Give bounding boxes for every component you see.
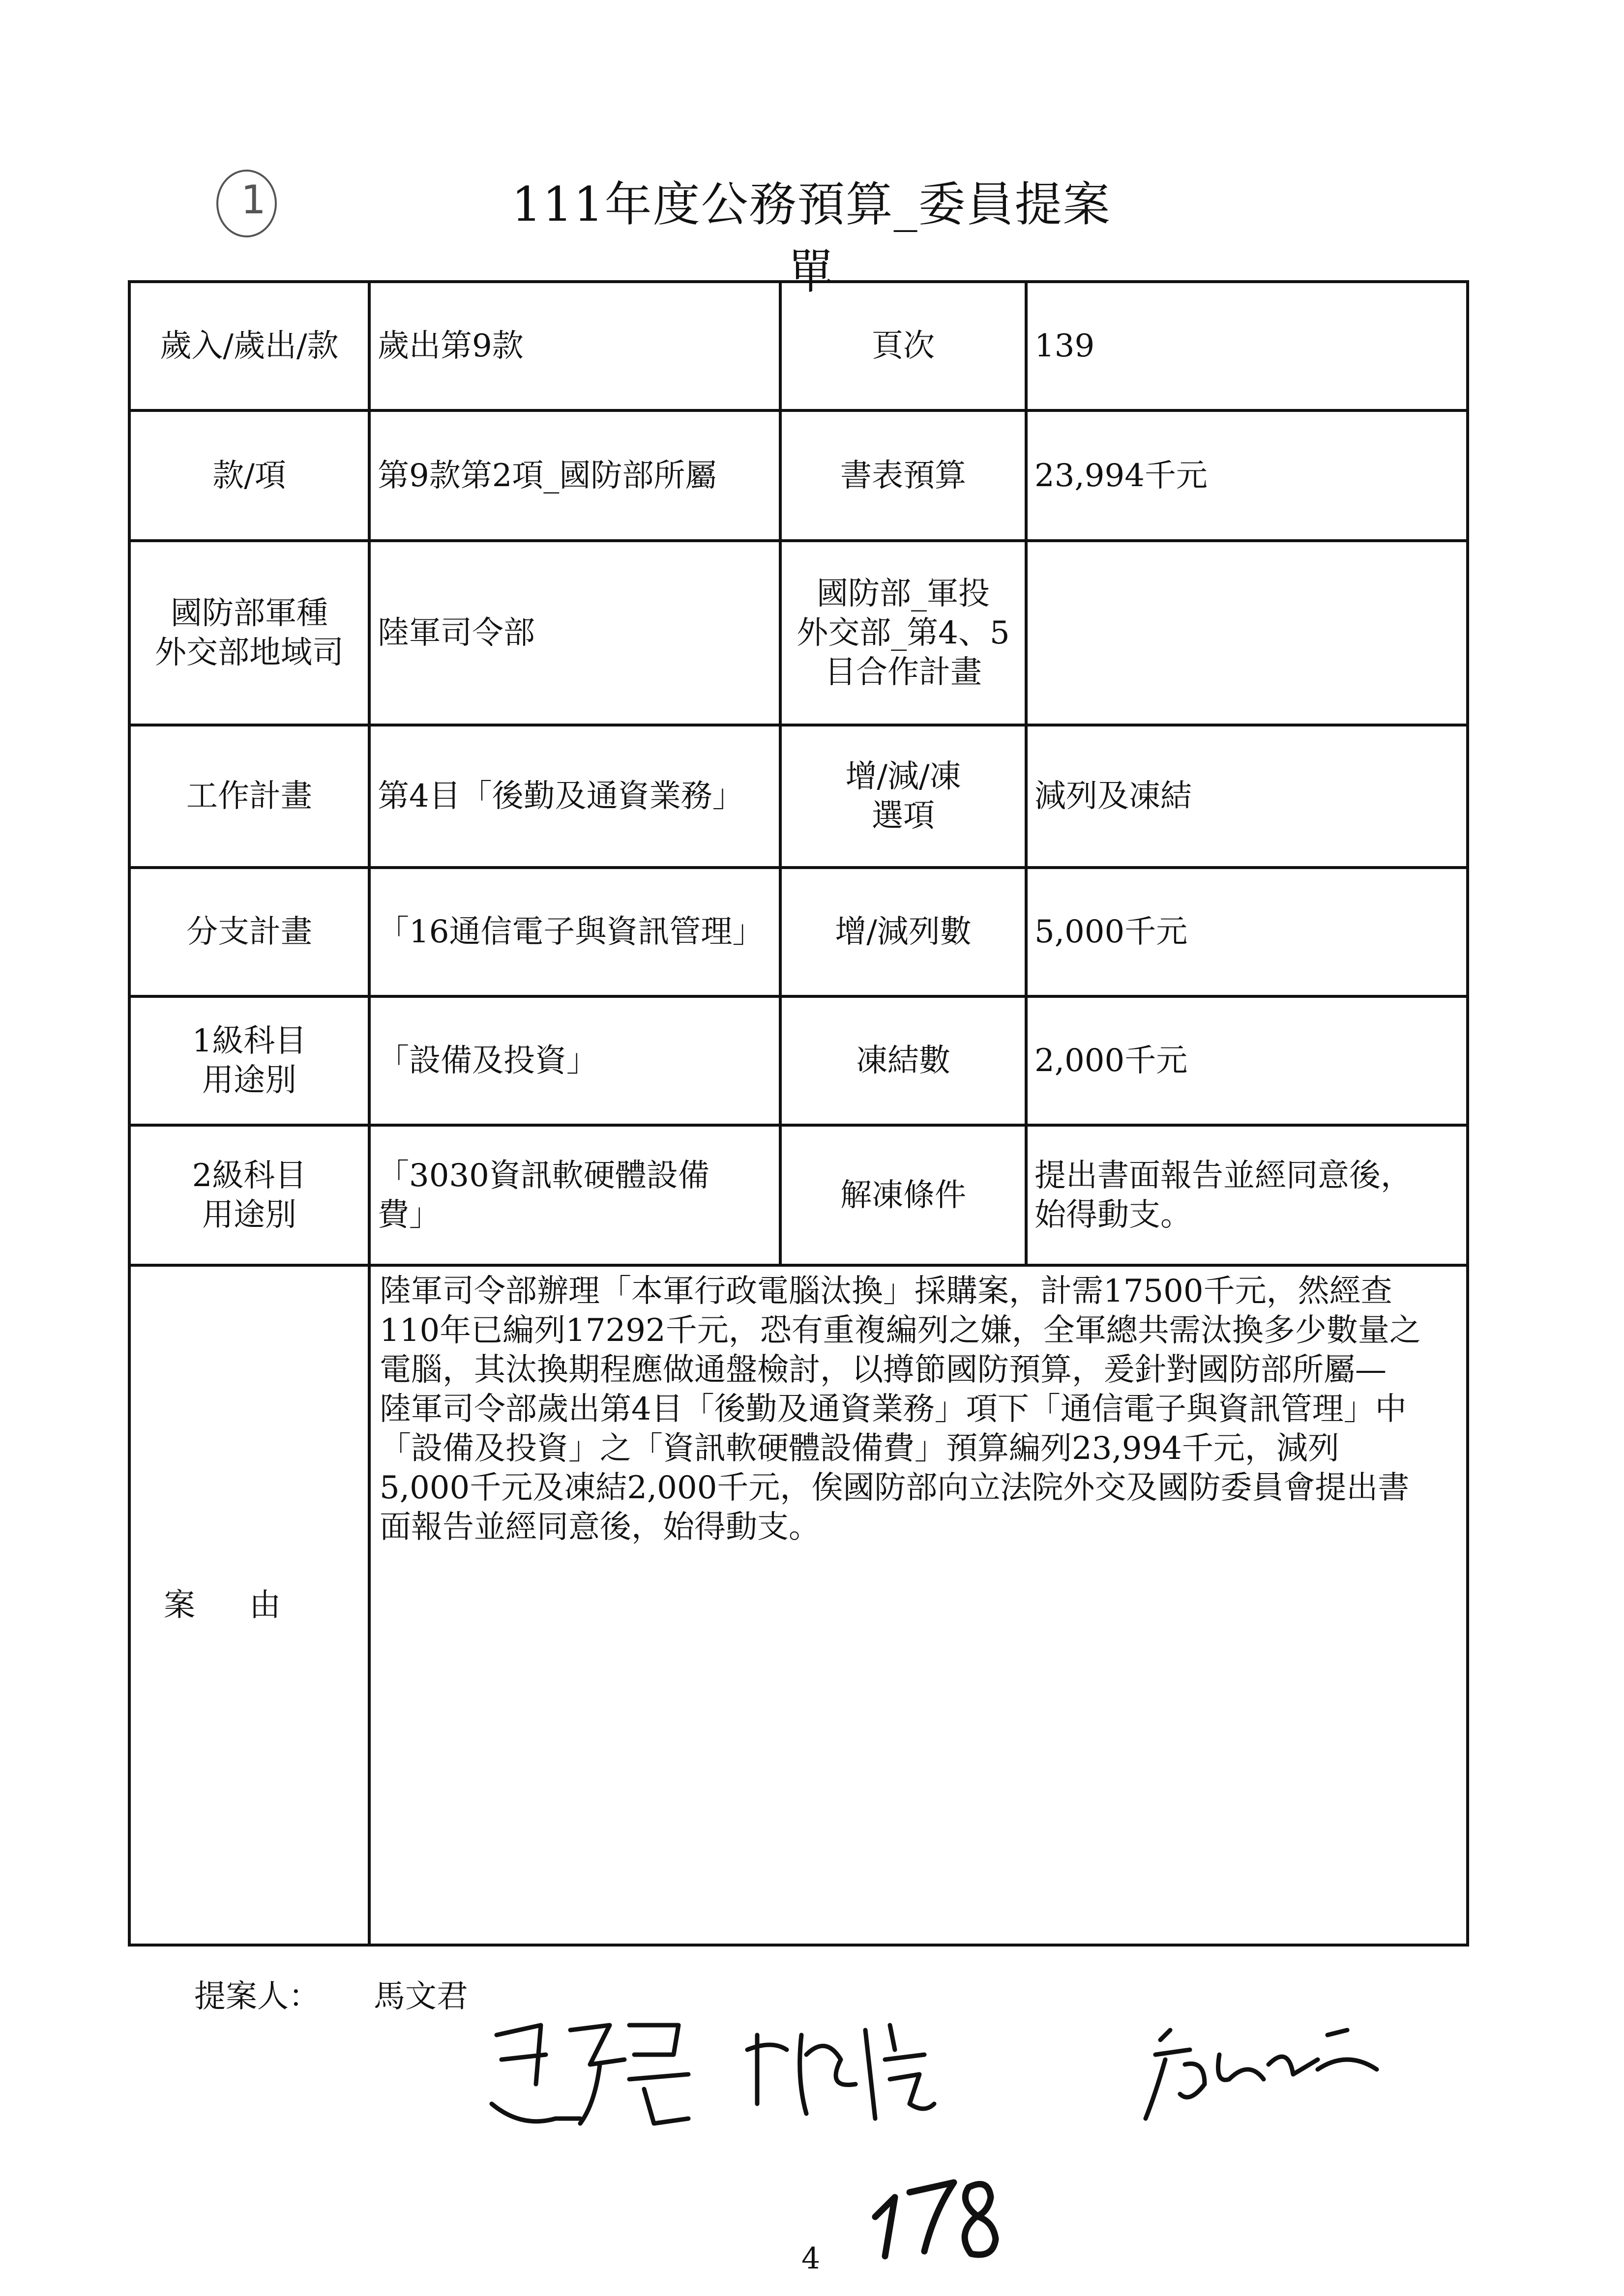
form-row <box>129 541 1468 725</box>
field-value: 「16通信電子與資訊管理」 <box>369 868 780 996</box>
field-value: 2,000千元 <box>1026 996 1468 1125</box>
circled-mark-number: 1 <box>241 177 266 223</box>
reason-label: 案由 <box>129 1265 369 1945</box>
field-label: 分支計畫 <box>129 868 369 996</box>
field-value: 提出書面報告並經同意後， 始得動支。 <box>1026 1125 1468 1265</box>
reason-line: 5,000千元及凍結2,000千元，俟國防部向立法院外交及國防委員會提出書 <box>380 1470 1410 1506</box>
signature-2 <box>747 2025 934 2119</box>
form-row <box>129 868 1468 996</box>
field-label: 國防部_軍投 外交部_第4、5 目合作計畫 <box>780 541 1026 725</box>
field-value: 歲出第9款 <box>369 282 780 410</box>
field-label: 1級科目 用途別 <box>129 996 369 1125</box>
field-label: 凍結數 <box>780 996 1026 1125</box>
field-label: 工作計畫 <box>129 725 369 868</box>
field-label: 國防部軍種 外交部地域司 <box>129 541 369 725</box>
field-value: 第4目「後勤及通資業務」 <box>369 725 780 868</box>
handwritten-signatures <box>482 2005 1416 2143</box>
signature-1 <box>492 2025 688 2123</box>
field-value: 陸軍司令部 <box>369 541 780 725</box>
field-value: 139 <box>1026 282 1468 410</box>
field-label: 增/減/凍 選項 <box>780 725 1026 868</box>
field-value: 「設備及投資」 <box>369 996 780 1125</box>
reason-line: 面報告並經同意後，始得動支。 <box>380 1509 820 1545</box>
field-label: 2級科目 用途別 <box>129 1125 369 1265</box>
field-label: 書表預算 <box>780 410 1026 541</box>
proposer-label: 提案人： <box>194 1978 320 2015</box>
reason-text <box>369 1265 1468 1945</box>
form-row <box>129 282 1468 410</box>
page-number: 4 <box>801 2241 821 2276</box>
form-row <box>129 410 1468 541</box>
reason-line: 陸軍司令部辦理「本軍行政電腦汰換」採購案，計需17500千元，然經查 <box>380 1273 1392 1309</box>
page-title: 111年度公務預算_委員提案單 <box>511 177 1111 299</box>
field-label: 頁次 <box>780 282 1026 410</box>
proposal-form-table <box>128 280 1469 1947</box>
field-value: 23,994千元 <box>1026 410 1468 541</box>
proposer-name: 馬文君 <box>374 1978 468 2015</box>
field-value: 第9款第2項_國防部所屬 <box>369 410 780 541</box>
reason-line: 110年已編列17292千元，恐有重複編列之嫌，全軍總共需汰換多少數量之 <box>380 1312 1421 1349</box>
field-label: 款/項 <box>129 410 369 541</box>
field-value: 減列及凍結 <box>1026 725 1468 868</box>
field-value <box>1026 541 1468 725</box>
field-value: 5,000千元 <box>1026 868 1468 996</box>
reason-line: 陸軍司令部歲出第4目「後勤及通資業務」項下「通信電子與資訊管理」中 <box>380 1391 1407 1427</box>
field-label: 解凍條件 <box>780 1125 1026 1265</box>
form-row <box>129 725 1468 868</box>
signature-3 <box>1146 2030 1377 2119</box>
reason-line: 「設備及投資」之「資訊軟硬體設備費」預算編列23,994千元，減列 <box>380 1430 1339 1467</box>
field-value: 「3030資訊軟硬體設備 費」 <box>369 1125 780 1265</box>
field-label: 歲入/歲出/款 <box>129 282 369 410</box>
form-row <box>129 1125 1468 1265</box>
handwritten-page-number <box>860 2153 1008 2276</box>
reason-row <box>129 1265 1468 1945</box>
field-label: 增/減列數 <box>780 868 1026 996</box>
reason-line: 電腦，其汰換期程應做通盤檢討，以撙節國防預算，爰針對國防部所屬— <box>380 1352 1387 1388</box>
form-row <box>129 996 1468 1125</box>
